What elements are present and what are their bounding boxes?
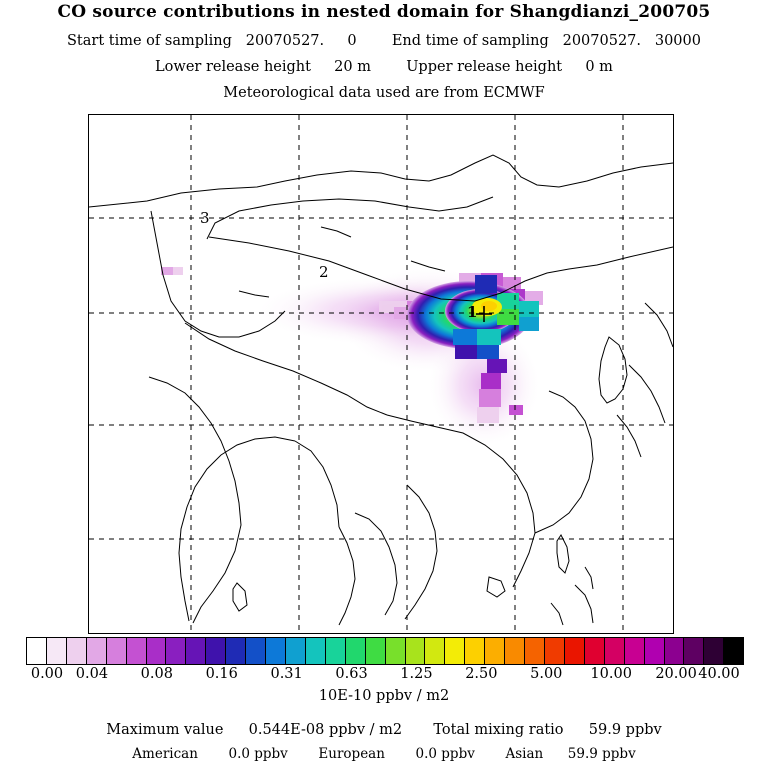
colorbar-swatch bbox=[425, 638, 445, 664]
lower-release-label: Lower release height bbox=[155, 59, 311, 75]
colorbar-tick: 40.00 bbox=[698, 666, 740, 682]
colorbar-unit-label: 10E-10 ppbv / m2 bbox=[318, 688, 450, 704]
colorbar-tick: 20.00 bbox=[655, 666, 697, 682]
colorbar-tick: 5.00 bbox=[530, 666, 563, 682]
colorbar-swatch bbox=[505, 638, 525, 664]
colorbar-swatch bbox=[625, 638, 645, 664]
coastline-layer bbox=[89, 155, 673, 625]
colorbar-swatch bbox=[445, 638, 465, 664]
colorbar-swatch bbox=[565, 638, 585, 664]
colorbar-tick: 0.63 bbox=[335, 666, 368, 682]
colorbar-swatch bbox=[465, 638, 485, 664]
colorbar-swatch bbox=[386, 638, 406, 664]
colorbar-swatch bbox=[286, 638, 306, 664]
colorbar-swatch bbox=[67, 638, 87, 664]
colorbar-swatch bbox=[366, 638, 386, 664]
colorbar-swatch bbox=[186, 638, 206, 664]
map-gridlines bbox=[89, 115, 673, 633]
american-value: 0.0 ppbv bbox=[228, 746, 288, 762]
colorbar-swatch bbox=[346, 638, 366, 664]
start-time-value: 0 bbox=[347, 33, 357, 49]
european-label: European bbox=[318, 746, 385, 762]
colorbar-tick: 0.31 bbox=[270, 666, 303, 682]
sampling-time-line bbox=[0, 33, 768, 49]
colorbar-tick: 2.50 bbox=[465, 666, 498, 682]
colorbar-swatch bbox=[127, 638, 147, 664]
footer-summary-line bbox=[0, 722, 768, 738]
maximum-value-label: Maximum value bbox=[106, 722, 224, 738]
start-date-value: 20070527. bbox=[245, 33, 325, 49]
colorbar-swatch bbox=[266, 638, 286, 664]
end-time-label: End time of sampling bbox=[391, 33, 549, 49]
maximum-value: 0.544E-08 ppbv / m2 bbox=[248, 722, 403, 738]
colorbar-swatch bbox=[306, 638, 326, 664]
total-mixing-ratio-label: Total mixing ratio bbox=[433, 722, 564, 738]
start-time-label: Start time of sampling bbox=[67, 33, 232, 49]
colorbar-swatch bbox=[406, 638, 426, 664]
release-height-line bbox=[0, 59, 768, 75]
colorbar-swatch bbox=[724, 638, 743, 664]
colorbar-swatch bbox=[545, 638, 565, 664]
upper-release-value: 0 m bbox=[585, 59, 613, 75]
colorbar-swatch bbox=[665, 638, 685, 664]
asian-label: Asian bbox=[505, 746, 544, 762]
colorbar-swatch bbox=[246, 638, 266, 664]
american-label: American bbox=[132, 746, 198, 762]
colorbar-swatch bbox=[585, 638, 605, 664]
colorbar-swatch bbox=[27, 638, 47, 664]
european-value: 0.0 ppbv bbox=[415, 746, 475, 762]
plume-layer bbox=[161, 267, 543, 445]
lower-release-value: 20 m bbox=[334, 59, 371, 75]
colorbar-tick: 10.00 bbox=[590, 666, 632, 682]
colorbar-swatch bbox=[684, 638, 704, 664]
colorbar-swatch bbox=[485, 638, 505, 664]
end-date-value: 20070527. bbox=[562, 33, 642, 49]
map-annotation-3: 3 bbox=[200, 209, 210, 227]
colorbar-tick: 0.08 bbox=[140, 666, 173, 682]
colorbar-tick: 0.16 bbox=[205, 666, 238, 682]
colorbar-tick: 1.25 bbox=[400, 666, 433, 682]
colorbar-tick-labels bbox=[0, 666, 768, 684]
colorbar-tick: 0.04 bbox=[75, 666, 109, 682]
colorbar-swatch bbox=[107, 638, 127, 664]
colorbar-swatch bbox=[645, 638, 665, 664]
total-mixing-ratio-value: 59.9 ppbv bbox=[588, 722, 662, 738]
meteorological-source-line: Meteorological data used are from ECMWF bbox=[223, 85, 545, 101]
page-title: CO source contributions in nested domain for Shangdianzi_200705 bbox=[57, 2, 711, 22]
colorbar-swatch bbox=[206, 638, 226, 664]
colorbar-swatch bbox=[605, 638, 625, 664]
colorbar-swatch bbox=[525, 638, 545, 664]
map-annotation-1: 1 bbox=[467, 303, 478, 321]
colorbar-swatch bbox=[326, 638, 346, 664]
colorbar-swatch bbox=[87, 638, 107, 664]
footer-contributions-line bbox=[0, 746, 768, 762]
colorbar bbox=[26, 637, 744, 665]
colorbar-tick: 0.00 bbox=[30, 666, 64, 682]
colorbar-swatch bbox=[226, 638, 246, 664]
colorbar-swatch bbox=[47, 638, 67, 664]
colorbar-swatch bbox=[704, 638, 724, 664]
map-plot-area[interactable] bbox=[88, 114, 674, 634]
end-time-value: 30000 bbox=[654, 33, 701, 49]
map-annotation-2: 2 bbox=[319, 263, 329, 281]
colorbar-swatch bbox=[166, 638, 186, 664]
colorbar-swatch bbox=[147, 638, 167, 664]
upper-release-label: Upper release height bbox=[406, 59, 563, 75]
asian-value: 59.9 ppbv bbox=[567, 746, 636, 762]
